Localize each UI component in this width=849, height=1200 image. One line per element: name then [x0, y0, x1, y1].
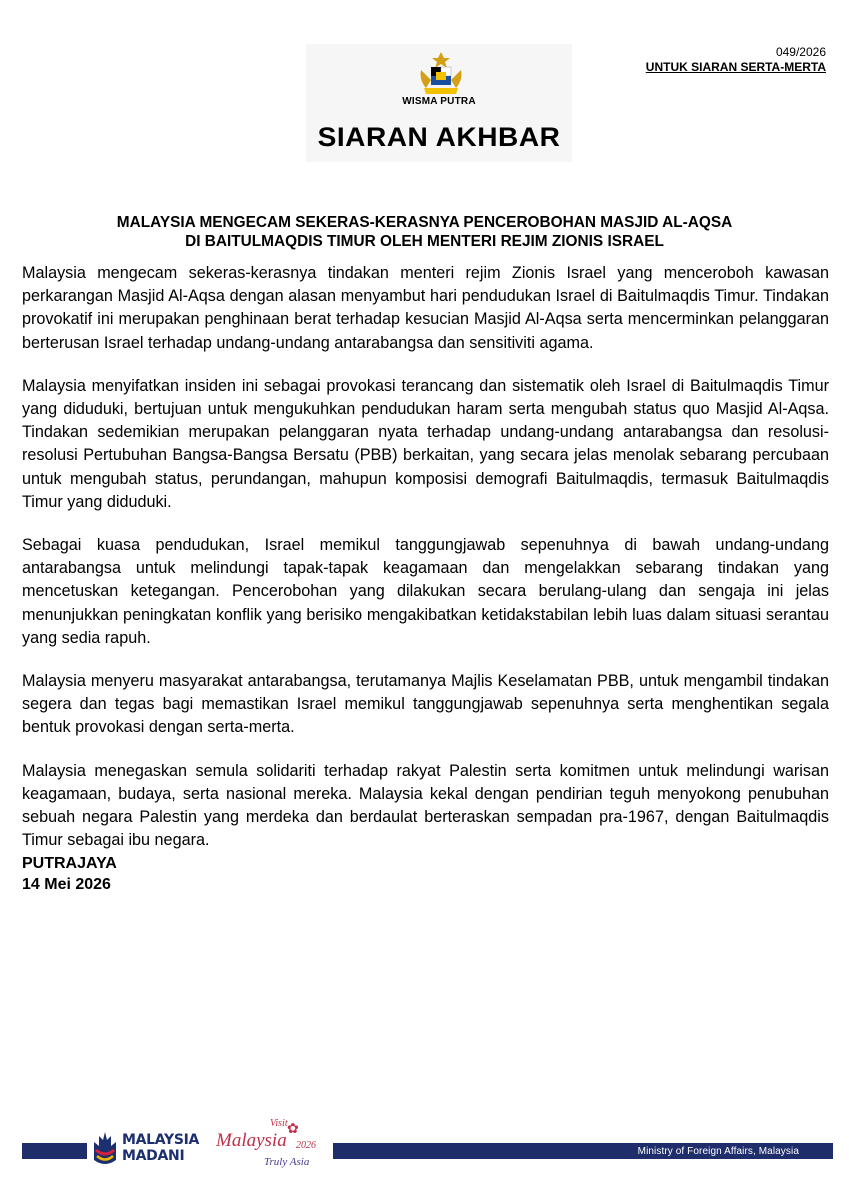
- letterhead: [306, 44, 572, 162]
- signoff-place: PUTRAJAYA: [22, 855, 117, 872]
- paragraph: Malaysia menyifatkan insiden ini sebagai provokasi terancang dan sistematik oleh Israel di Baitulmaqdis Timur yang diduduki, bertujuan untuk mengukuhkan pendudukan haram serta mengubah status quo Masjid Al-Aqsa. Tindakan sedemikian merupakan pelanggaran nyata terhadap undang-undang antarabangsa dan resolusi-resolusi Pertubuhan Bangsa-Bangsa Bersatu (PBB) berkaitan, yang secara jelas menolak sebarang percubaan untuk mengubah status, perundangan, mahupun komposisi demografi Baitulmaqdis, termasuk Baitulmaqdis Timur yang diduduki.: [22, 376, 829, 511]
- paragraph: Sebagai kuasa pendudukan, Israel memikul tanggungjawab sepenuhnya di bawah undang-undang antarabangsa untuk melindungi tapak-tapak keagamaan dan mengelakkan sebarang tindakan yang mencetuskan ketegangan. Pencerobohan yang dilakukan secara berulang-ulang dan sengaja ini jelas menunjukkan peningkatan konflik yang berisiko mengakibatkan ketidakstabilan lebih luas dalam situasi serantau yang sedia rapuh.: [22, 536, 829, 647]
- paragraph: Malaysia menegaskan semula solidariti terhadap rakyat Palestin serta komitmen untuk melindungi warisan keagamaan, budaya, serta nasional mereka. Malaysia kekal dengan pendirian teguh menyokong penubuhan sebuah negara Palestin yang merdeka dan berdaulat berteraskan sempadan pra-1967, dengan Baitulmaqdis Timur sebagai ibu negara.: [22, 761, 829, 850]
- ministry-name: Ministry of Foreign Affairs, Malaysia: [637, 1146, 799, 1157]
- coat-of-arms-icon: [416, 50, 466, 96]
- title-line-2: DI BAITULMAQDIS TIMUR OLEH MENTERI REJIM ZIONIS ISRAEL: [185, 233, 664, 250]
- footer-bar-left: [22, 1143, 87, 1159]
- document-type: SIARAN AKHBAR: [317, 122, 561, 152]
- paragraph: Malaysia mengecam sekeras-kerasnya tindakan menteri rejim Zionis Israel yang menceroboh kawasan perkarangan Masjid Al-Aqsa dengan alasan menyambut hari pendudukan Israel di Baitulmaqdis Timur. Tindakan provokatif ini merupakan penghinaan berat terhadap kesucian Masjid Al-Aqsa serta mencerminkan pelanggaran berterusan Israel terhadap undang-undang antarabangsa dan sensitiviti agama.: [22, 264, 829, 352]
- hibiscus-icon: ✿: [287, 1120, 299, 1136]
- malaysia-madani-logo: [90, 1128, 210, 1170]
- press-release-title: [20, 213, 829, 251]
- madani-emblem-icon: [90, 1128, 120, 1168]
- paragraph: Malaysia menyeru masyarakat antarabangsa, terutamanya Majlis Keselamatan PBB, untuk mengambil tindakan segera dan tegas bagi memastikan Israel memikul tanggungjawab sepenuhnya serta menghentikan segala bentuk provokasi dengan serta-merta.: [22, 672, 829, 737]
- visit-malaysia-logo: Visit ✿ Malaysia 2026 Truly Asia: [216, 1118, 316, 1168]
- title-line-1: MALAYSIA MENGECAM SEKERAS-KERASNYA PENCEROBOHAN MASJID AL-AQSA: [116, 214, 733, 231]
- organisation-name: WISMA PUTRA: [402, 96, 476, 107]
- body-text: [22, 262, 829, 872]
- madani-wordmark: MALAYSIA MADANI: [122, 1132, 200, 1164]
- signoff: [22, 853, 117, 895]
- signoff-date: 14 Mei 2026: [22, 876, 111, 893]
- release-note: UNTUK SIARAN SERTA-MERTA: [645, 60, 826, 74]
- reference-number: 049/2026: [775, 45, 826, 59]
